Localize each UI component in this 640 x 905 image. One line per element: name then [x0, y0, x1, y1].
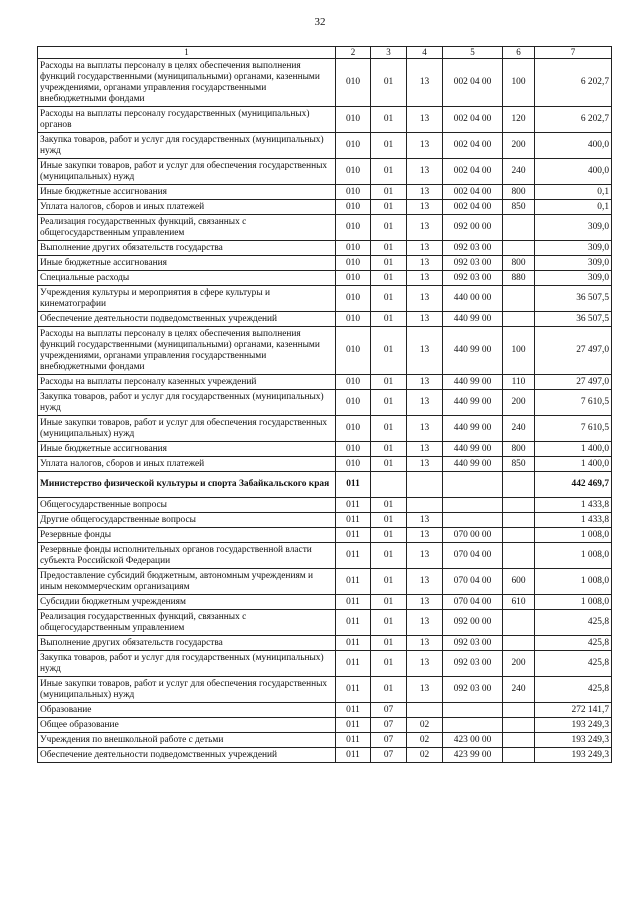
- row-code-section: 01: [371, 271, 407, 286]
- row-code-subsection: 13: [407, 241, 443, 256]
- row-code-expense: [503, 636, 535, 651]
- row-code-expense: 110: [503, 375, 535, 390]
- row-name: Закупка товаров, работ и услуг для государственных (муниципальных) нужд: [38, 651, 336, 677]
- table-row: [38, 569, 612, 595]
- row-name: Иные закупки товаров, работ и услуг для обеспечения государственных (муниципальных) нужд: [38, 416, 336, 442]
- row-code-section: 01: [371, 256, 407, 271]
- row-code-section: 01: [371, 636, 407, 651]
- row-code-expense: 850: [503, 200, 535, 215]
- row-code-section: 01: [371, 312, 407, 327]
- table-row: [38, 312, 612, 327]
- row-amount: 27 497,0: [535, 375, 612, 390]
- row-amount: 1 008,0: [535, 569, 612, 595]
- row-code-ministry: 010: [336, 442, 371, 457]
- row-code-ministry: 010: [336, 375, 371, 390]
- row-name: Резервные фонды исполнительных органов государственной власти субъекта Российской Федерации: [38, 543, 336, 569]
- row-name: Иные закупки товаров, работ и услуг для обеспечения государственных (муниципальных) нужд: [38, 677, 336, 703]
- table-row: [38, 595, 612, 610]
- row-code-ministry: 011: [336, 543, 371, 569]
- row-code-expense: [503, 513, 535, 528]
- row-code-target: [443, 703, 503, 718]
- row-amount: 442 469,7: [535, 472, 612, 498]
- row-code-subsection: 13: [407, 416, 443, 442]
- row-code-section: 01: [371, 133, 407, 159]
- row-amount: 1 400,0: [535, 457, 612, 472]
- row-amount: 1 433,8: [535, 513, 612, 528]
- table-row: [38, 200, 612, 215]
- row-name: Учреждения по внешкольной работе с детьми: [38, 733, 336, 748]
- row-code-section: 01: [371, 442, 407, 457]
- row-code-subsection: 13: [407, 215, 443, 241]
- row-code-subsection: 13: [407, 651, 443, 677]
- row-code-section: 07: [371, 748, 407, 763]
- row-code-target: 440 99 00: [443, 457, 503, 472]
- row-code-expense: 800: [503, 185, 535, 200]
- table-row: [38, 107, 612, 133]
- row-code-section: 01: [371, 498, 407, 513]
- table-row: [38, 159, 612, 185]
- row-amount: 0,1: [535, 200, 612, 215]
- row-name: Расходы на выплаты персоналу в целях обеспечения выполнения функций государственными (муниципальными) органами, казенными учреждениями, органами управления государственными внебюджетными фондами: [38, 59, 336, 107]
- row-code-expense: [503, 748, 535, 763]
- row-amount: 425,8: [535, 636, 612, 651]
- row-code-subsection: 13: [407, 327, 443, 375]
- row-amount: 1 400,0: [535, 442, 612, 457]
- row-code-expense: [503, 543, 535, 569]
- row-code-section: 01: [371, 610, 407, 636]
- row-code-ministry: 011: [336, 610, 371, 636]
- table-row: [38, 241, 612, 256]
- table-row: [38, 375, 612, 390]
- row-name: Резервные фонды: [38, 528, 336, 543]
- row-name: Закупка товаров, работ и услуг для государственных (муниципальных) нужд: [38, 133, 336, 159]
- row-code-subsection: 13: [407, 375, 443, 390]
- row-code-section: 07: [371, 703, 407, 718]
- row-code-target: 002 04 00: [443, 133, 503, 159]
- row-amount: 309,0: [535, 215, 612, 241]
- table-row: [38, 457, 612, 472]
- row-code-subsection: 13: [407, 256, 443, 271]
- page-number: 32: [314, 16, 326, 28]
- table-row: [38, 59, 612, 107]
- row-code-section: 01: [371, 286, 407, 312]
- table-row: [38, 610, 612, 636]
- row-code-subsection: 13: [407, 543, 443, 569]
- header-col-3: 3: [371, 47, 407, 59]
- row-amount: 1 008,0: [535, 543, 612, 569]
- row-code-target: [443, 718, 503, 733]
- row-code-expense: 200: [503, 390, 535, 416]
- row-code-section: 01: [371, 241, 407, 256]
- row-code-ministry: 010: [336, 457, 371, 472]
- row-amount: 272 141,7: [535, 703, 612, 718]
- row-code-section: 01: [371, 375, 407, 390]
- row-code-section: 01: [371, 416, 407, 442]
- row-name: Иные бюджетные ассигнования: [38, 185, 336, 200]
- row-code-expense: [503, 610, 535, 636]
- row-code-ministry: 010: [336, 159, 371, 185]
- table-row: [38, 185, 612, 200]
- row-code-target: [443, 472, 503, 498]
- row-name: Выполнение других обязательств государства: [38, 636, 336, 651]
- row-code-expense: 850: [503, 457, 535, 472]
- header-row: [38, 47, 612, 59]
- row-code-section: 01: [371, 390, 407, 416]
- row-code-section: 01: [371, 107, 407, 133]
- row-code-subsection: 02: [407, 718, 443, 733]
- row-name: Субсидии бюджетным учреждениям: [38, 595, 336, 610]
- row-code-expense: [503, 733, 535, 748]
- table-row: [38, 256, 612, 271]
- table-row: [38, 390, 612, 416]
- row-code-target: [443, 513, 503, 528]
- row-code-target: 092 00 00: [443, 215, 503, 241]
- row-code-section: 01: [371, 327, 407, 375]
- row-code-ministry: 010: [336, 215, 371, 241]
- row-code-subsection: 13: [407, 457, 443, 472]
- header-col-4: 4: [407, 47, 443, 59]
- row-code-subsection: 13: [407, 636, 443, 651]
- row-code-ministry: 010: [336, 286, 371, 312]
- row-code-subsection: [407, 703, 443, 718]
- row-code-subsection: 13: [407, 59, 443, 107]
- row-code-target: 070 04 00: [443, 543, 503, 569]
- header-col-6: 6: [503, 47, 535, 59]
- row-amount: 400,0: [535, 133, 612, 159]
- table-row: [38, 271, 612, 286]
- row-code-expense: [503, 312, 535, 327]
- row-code-ministry: 010: [336, 271, 371, 286]
- row-code-ministry: 011: [336, 569, 371, 595]
- row-code-section: 01: [371, 215, 407, 241]
- row-code-ministry: 010: [336, 327, 371, 375]
- row-code-subsection: 13: [407, 133, 443, 159]
- row-code-expense: [503, 528, 535, 543]
- row-name: Общее образование: [38, 718, 336, 733]
- row-amount: 27 497,0: [535, 327, 612, 375]
- row-code-subsection: 02: [407, 748, 443, 763]
- row-name: Общегосударственные вопросы: [38, 498, 336, 513]
- table-row: [38, 528, 612, 543]
- row-name: Расходы на выплаты персоналу государственных (муниципальных) органов: [38, 107, 336, 133]
- row-code-target: 440 99 00: [443, 375, 503, 390]
- row-amount: 309,0: [535, 241, 612, 256]
- row-code-subsection: [407, 498, 443, 513]
- row-code-ministry: 011: [336, 528, 371, 543]
- row-code-ministry: 010: [336, 416, 371, 442]
- row-name: Уплата налогов, сборов и иных платежей: [38, 200, 336, 215]
- row-code-target: 092 03 00: [443, 636, 503, 651]
- row-code-subsection: 13: [407, 610, 443, 636]
- row-code-subsection: 02: [407, 733, 443, 748]
- row-code-section: 01: [371, 595, 407, 610]
- row-amount: 400,0: [535, 159, 612, 185]
- table-row: [38, 718, 612, 733]
- row-name: Выполнение других обязательств государства: [38, 241, 336, 256]
- table-row: [38, 498, 612, 513]
- table-row: [38, 472, 612, 498]
- row-code-expense: 800: [503, 256, 535, 271]
- row-code-expense: 200: [503, 133, 535, 159]
- row-amount: 193 249,3: [535, 733, 612, 748]
- row-amount: 193 249,3: [535, 748, 612, 763]
- table-row: [38, 636, 612, 651]
- row-code-ministry: 011: [336, 718, 371, 733]
- header-col-5: 5: [443, 47, 503, 59]
- row-code-expense: [503, 241, 535, 256]
- row-code-subsection: 13: [407, 528, 443, 543]
- row-code-section: 01: [371, 59, 407, 107]
- row-amount: 36 507,5: [535, 286, 612, 312]
- row-amount: 1 008,0: [535, 528, 612, 543]
- row-code-ministry: 010: [336, 185, 371, 200]
- row-code-target: 002 04 00: [443, 59, 503, 107]
- row-name: Другие общегосударственные вопросы: [38, 513, 336, 528]
- table-row: [38, 543, 612, 569]
- row-code-target: 070 04 00: [443, 595, 503, 610]
- row-code-ministry: 011: [336, 677, 371, 703]
- row-code-target: 092 03 00: [443, 256, 503, 271]
- row-amount: 309,0: [535, 271, 612, 286]
- row-code-target: 002 04 00: [443, 107, 503, 133]
- row-amount: 6 202,7: [535, 107, 612, 133]
- row-code-section: 01: [371, 513, 407, 528]
- row-amount: 425,8: [535, 651, 612, 677]
- row-code-subsection: 13: [407, 595, 443, 610]
- row-code-subsection: 13: [407, 569, 443, 595]
- row-code-expense: 610: [503, 595, 535, 610]
- row-name: Образование: [38, 703, 336, 718]
- row-code-ministry: 010: [336, 59, 371, 107]
- row-amount: 309,0: [535, 256, 612, 271]
- row-name: Иные закупки товаров, работ и услуг для обеспечения государственных (муниципальных) нужд: [38, 159, 336, 185]
- row-code-target: 002 04 00: [443, 200, 503, 215]
- row-code-ministry: 010: [336, 312, 371, 327]
- row-code-ministry: 010: [336, 241, 371, 256]
- row-amount: 1 433,8: [535, 498, 612, 513]
- row-name: Реализация государственных функций, связанных с общегосударственным управлением: [38, 610, 336, 636]
- row-code-section: 01: [371, 457, 407, 472]
- row-code-expense: 880: [503, 271, 535, 286]
- row-name: Расходы на выплаты персоналу в целях обеспечения выполнения функций государственными (муниципальными) органами, казенными учреждениями, органами управления государственными внебюджетными фондами: [38, 327, 336, 375]
- row-code-ministry: 011: [336, 733, 371, 748]
- row-code-ministry: 011: [336, 513, 371, 528]
- row-code-target: 092 03 00: [443, 677, 503, 703]
- row-code-ministry: 010: [336, 133, 371, 159]
- row-amount: 36 507,5: [535, 312, 612, 327]
- row-code-ministry: 010: [336, 256, 371, 271]
- row-code-section: [371, 472, 407, 498]
- row-code-target: [443, 498, 503, 513]
- row-code-target: 440 99 00: [443, 390, 503, 416]
- row-code-target: 440 99 00: [443, 416, 503, 442]
- row-code-target: 423 99 00: [443, 748, 503, 763]
- row-name: Закупка товаров, работ и услуг для государственных (муниципальных) нужд: [38, 390, 336, 416]
- row-code-ministry: 011: [336, 748, 371, 763]
- row-code-section: 07: [371, 718, 407, 733]
- row-code-target: 092 03 00: [443, 271, 503, 286]
- row-amount: 1 008,0: [535, 595, 612, 610]
- row-code-ministry: 011: [336, 472, 371, 498]
- table-row: [38, 513, 612, 528]
- row-name: Иные бюджетные ассигнования: [38, 256, 336, 271]
- table-row: [38, 215, 612, 241]
- table-row: [38, 416, 612, 442]
- table-row: [38, 442, 612, 457]
- row-code-ministry: 010: [336, 390, 371, 416]
- header-col-1: 1: [38, 47, 336, 59]
- row-name: Специальные расходы: [38, 271, 336, 286]
- row-code-expense: 100: [503, 327, 535, 375]
- table-row: [38, 677, 612, 703]
- row-amount: 7 610,5: [535, 390, 612, 416]
- row-code-target: 440 99 00: [443, 442, 503, 457]
- row-code-expense: 200: [503, 651, 535, 677]
- row-code-ministry: 011: [336, 498, 371, 513]
- row-code-subsection: 13: [407, 159, 443, 185]
- row-name: Учреждения культуры и мероприятия в сфере культуры и кинематографии: [38, 286, 336, 312]
- row-code-section: 01: [371, 569, 407, 595]
- row-code-section: 01: [371, 185, 407, 200]
- row-code-subsection: 13: [407, 442, 443, 457]
- row-code-expense: 100: [503, 59, 535, 107]
- row-code-target: 092 00 00: [443, 610, 503, 636]
- row-code-target: 070 04 00: [443, 569, 503, 595]
- row-code-section: 01: [371, 677, 407, 703]
- row-code-expense: 600: [503, 569, 535, 595]
- row-code-subsection: 13: [407, 107, 443, 133]
- row-code-subsection: 13: [407, 271, 443, 286]
- row-code-expense: 240: [503, 159, 535, 185]
- row-name: Обеспечение деятельности подведомственных учреждений: [38, 312, 336, 327]
- row-amount: 6 202,7: [535, 59, 612, 107]
- row-code-target: 092 03 00: [443, 651, 503, 677]
- row-amount: 425,8: [535, 610, 612, 636]
- row-code-expense: 240: [503, 416, 535, 442]
- table-row: [38, 651, 612, 677]
- row-code-ministry: 011: [336, 703, 371, 718]
- row-code-ministry: 011: [336, 636, 371, 651]
- row-code-ministry: 011: [336, 595, 371, 610]
- row-amount: 7 610,5: [535, 416, 612, 442]
- row-name: Обеспечение деятельности подведомственных учреждений: [38, 748, 336, 763]
- row-code-section: 01: [371, 543, 407, 569]
- row-code-ministry: 011: [336, 651, 371, 677]
- row-code-subsection: 13: [407, 200, 443, 215]
- row-code-target: 002 04 00: [443, 185, 503, 200]
- row-code-expense: 800: [503, 442, 535, 457]
- row-code-target: 092 03 00: [443, 241, 503, 256]
- row-amount: 193 249,3: [535, 718, 612, 733]
- row-amount: 425,8: [535, 677, 612, 703]
- row-code-expense: [503, 286, 535, 312]
- row-code-expense: 120: [503, 107, 535, 133]
- table-row: [38, 133, 612, 159]
- header-col-2: 2: [336, 47, 371, 59]
- row-name: Расходы на выплаты персоналу казенных учреждений: [38, 375, 336, 390]
- row-code-subsection: [407, 472, 443, 498]
- row-name: Иные бюджетные ассигнования: [38, 442, 336, 457]
- row-code-subsection: 13: [407, 312, 443, 327]
- row-code-ministry: 010: [336, 107, 371, 133]
- row-code-subsection: 13: [407, 286, 443, 312]
- row-code-expense: [503, 498, 535, 513]
- row-code-expense: [503, 215, 535, 241]
- table-row: [38, 703, 612, 718]
- row-code-section: 07: [371, 733, 407, 748]
- row-code-target: 440 00 00: [443, 286, 503, 312]
- row-code-subsection: 13: [407, 390, 443, 416]
- row-name: Предоставление субсидий бюджетным, автономным учреждениям и иным некоммерческим организациям: [38, 569, 336, 595]
- row-code-target: 423 00 00: [443, 733, 503, 748]
- row-code-section: 01: [371, 200, 407, 215]
- row-code-expense: 240: [503, 677, 535, 703]
- row-code-expense: [503, 703, 535, 718]
- row-code-section: 01: [371, 528, 407, 543]
- row-code-expense: [503, 718, 535, 733]
- table-row: [38, 733, 612, 748]
- row-name: Реализация государственных функций, связанных с общегосударственным управлением: [38, 215, 336, 241]
- row-name: Министерство физической культуры и спорта Забайкальского края: [38, 472, 336, 498]
- row-code-target: 440 99 00: [443, 327, 503, 375]
- row-amount: 0,1: [535, 185, 612, 200]
- row-code-target: 002 04 00: [443, 159, 503, 185]
- row-code-subsection: 13: [407, 185, 443, 200]
- header-col-7: 7: [535, 47, 612, 59]
- row-code-target: 440 99 00: [443, 312, 503, 327]
- row-code-target: 070 00 00: [443, 528, 503, 543]
- row-code-ministry: 010: [336, 200, 371, 215]
- table-row: [38, 286, 612, 312]
- row-code-section: 01: [371, 651, 407, 677]
- row-name: Уплата налогов, сборов и иных платежей: [38, 457, 336, 472]
- table-row: [38, 327, 612, 375]
- budget-table: [37, 46, 612, 763]
- row-code-expense: [503, 472, 535, 498]
- row-code-subsection: 13: [407, 513, 443, 528]
- row-code-subsection: 13: [407, 677, 443, 703]
- row-code-section: 01: [371, 159, 407, 185]
- table-row: [38, 748, 612, 763]
